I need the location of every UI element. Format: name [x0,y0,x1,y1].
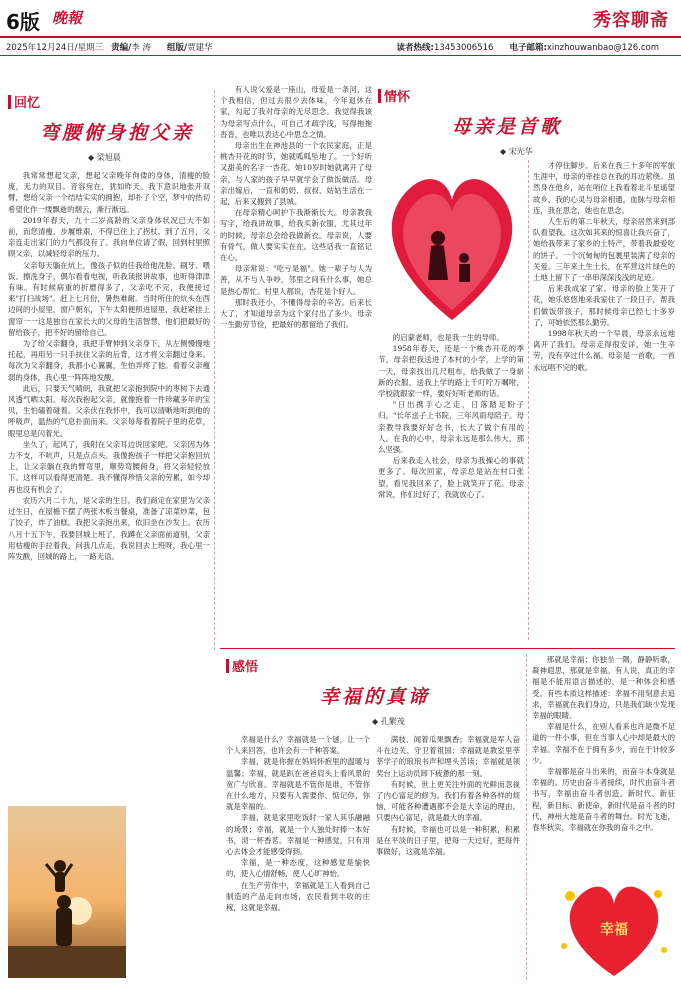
article2-paragraph: 后来我走入社会，母亲为我操心的事就更多了。每次回家，母亲总是站在村口张望，看见我回来了，脸上就笑开了花。母亲常说，你们过好了，我就放心了。 [378,456,524,499]
article1-author: ◆ 梁旭晨 [88,153,121,162]
article2-intro-paragraph: 那时我还小，不懂得母亲的辛苦。后来长大了，才知道母亲为这个家付出了多少。母亲一生勤劳节俭，把最好的都留给了我们。 [220,297,372,330]
article2-title: 母亲是首歌 [452,116,563,138]
tag-bar [8,95,11,109]
article2-author: ◆ 宋光华 [500,147,533,156]
email-address: xinzhouwanbao@126.com [546,42,659,53]
article2-tag-label: 情怀 [384,90,411,105]
article3-paragraph: 那就是幸福；你独坐一隅，静静听歌，凝神遐思，那就是幸福。有人说，真正的幸福是不能用语言描述的，是一种体会和感受。有些本质这样描述：幸福不用刻意去追求，幸福就在我们身边，只是我们缺少发现幸福的眼睛。 [532,655,675,721]
article1-tag [8,92,40,111]
section-title: 秀容聊斋 [593,10,669,31]
article3-column-2 [376,734,520,980]
tag-bar [226,659,229,673]
article3-tag-label: 感悟 [232,660,259,675]
date-line: 2025年12月24日/星期三 [6,42,104,53]
sunset-photo [8,806,126,978]
article2-intro-paragraph: 在母亲精心呵护下我渐渐长大。母亲教我写字，给我讲故事，给我买新衣服，尤其过年的时候，母亲总会给我做新衣。母亲说，人要有骨气，做人要实实在在。这些话我一直铭记在心。 [220,208,372,263]
article1-paragraph: 此后，只要天气晴朗，我就把父亲抱到院中的枣树下去通风透气晒太阳。每次我抱起父亲，就像抱着一件珍藏多年的宝贝，生怕磕着碰着。父亲伏在我怀中，我可以清晰地听到他的呼吸声，温热的气息扑面而来。父亲每每看着院子里的花草，眼里总是闪着光。 [8,383,210,438]
article3-column-1 [226,734,370,980]
hotline-label: 读者热线: [396,42,434,53]
article2-paragraph: 人生后的第二年秋天，母亲居然来到部队看望我。这次如其来的惊喜让我兴奋了，她给我带来了家乡的土特产，带着我最爱吃的饼子。一个沉甸甸的包裹里装满了母亲的关爱。三年来土生土长，在军营这片绿色的土地上留下了一串串深深浅浅的足迹。 [533,217,675,283]
article2-column-2 [533,160,675,644]
happiness-label: 幸福 [600,922,628,938]
article2-intro-paragraph: 母亲出生在神池县的一个农民家庭，正是桃杏开花的时节，她就呱呱坠地了。一个好听又甜美的名字一杏花。她10岁时她就离开了母亲，与人家的孩子早早就学会了做饭做活。母亲出嫁后，一直和奶奶、叔叔、姑姑生活在一起，后来又搬到了县城。 [220,141,372,207]
designer-info [167,41,221,53]
article3-title: 幸福的真谛 [320,686,431,708]
article2-paragraph: 才停住脚步。后来在我三十多年的军旅生涯中，母亲的牵挂总在我的耳边萦绕。虽然身在他乡，站在哨位上我看着北斗星遥望故乡，我的心灵与母亲相通，血脉与母亲相连，我在思念，她也在思念。 [533,161,675,215]
article1-paragraph: 父亲每天躺在炕上，像孩子似的任我给他洗脸、刷牙、喂饭、擦洗身子，偶尔看看电视，听我读报讲故事，也听得津津有味。有时候病重的折磨得多了，父亲吃不完，我便接过来"打扫战场"。赶上七月份，暑热难耐。当时所住的炕头在西边间的小屋里，窗户朝东，下午太阳便照进屋里，我赶紧挂上窗帘一一这是独自在家长大的父母的生活智慧，他们把最好的留给孩子，把不好的留给自己。 [8,260,210,337]
article2-tag [378,86,410,105]
header-info-bar [0,36,681,56]
section-divider [220,648,675,649]
article1-tag-label: 回忆 [14,96,41,111]
article2-paragraph: "日出携手心之走，日落踏足盼子归。"长年送子上书院，三年风雨母陪子。母亲教导我要好好念书，长大了做个有用的人。在我的心中，母亲永远是那么伟大，那么坚强。 [378,400,524,455]
designer-label: 组版/ [166,42,188,53]
article3-paragraph: 有时候，世上更关注外面的光鲜而忽视了内心富足的修为。我们有着各种各样的烦恼，可能各种遭遇都不会是大幸运的理由。只要内心富足，就是最大的幸福。 [376,779,520,823]
email-info [509,41,667,53]
editor-label: 责编/ [111,42,132,53]
article2-intro-paragraph: 母亲常说："吃亏是福"。她一辈子与人为善，从不与人争吵，邻里之间有什么事，她总是热心帮忙。村里人都说，杏花是个好人。 [220,264,372,296]
article1-paragraph: 我常常想起父亲，想起父亲晚年佝偻的身体，清瘦的脸庞，无力的双目。音容宛在，犹如昨天。我下意识地张开双臂，想给父亲一个结结实实的拥抱，却扑了个空，梦中的热切希望化作一缕飘逝的烟云，渐行渐远。 [8,171,210,214]
article3-paragraph: 幸福都是奋斗出来的，而奋斗本身就是幸福的。历史由奋斗者接续，时代由奋斗者书写，幸福由奋斗者创造。新时代、新征程，新目标、新使命，新时代是奋斗者的时代，神州大地是奋斗者的舞台。时光飞逝，春华秋实，幸福就在你我的奋斗之中。 [532,767,675,833]
article1-paragraph: 为了给父亲翻身，我把手臂伸到父亲身下，从左侧慢慢地托起，再用另一只手扶住父亲的后背，这才将父亲翻过身来。每次为父亲翻身，我都小心翼翼，生怕弄疼了他。看着父亲瘦弱的身体，我心里一阵阵地发酸。 [8,339,210,382]
article1-paragraph: 2019年春天，九十二岁高龄的父亲身体状况已大不如前，而您清瘦，步履维艰，不得已住上了拐杖。到了五月，父亲连走出家门的力气都没有了。我向单位请了假，回到村里照顾父亲，以减轻母亲的压力。 [8,215,210,259]
editor-name: 李 涛 [131,42,151,53]
page-number: 6版 [6,10,40,34]
column-divider [528,160,529,640]
article2-intro-paragraph: 有人说父爱是一座山，母爱是一条河，这个我相信，但过去很少去体味。今年退休在家，勾起了我对母亲的无尽思念。我觉得我该为母亲写点什么，可自己才疏学浅，写得拖拖沓沓，也唯以表达心中思念之情。 [220,85,372,139]
article1-title: 弯腰俯身抱父亲 [40,122,195,144]
tag-bar [378,89,381,103]
article3-paragraph: 幸福，就是你握在妈妈怀抱里的温暖与温馨；幸福，就是趴在爸爸肩头上看风景的宽广与欣喜。幸福就是不管你是谁，不管你在什么地方，只要有人需要你、惦记你，你就是幸福的。 [226,757,370,812]
article1-paragraph: 坐久了，起风了，我附在父亲耳边说回家吧。父亲因为体力不支，不吭声，只是点点头。我像抱孩子一样把父亲抱回炕上，让父亲躺在我的臂弯里，顺势弯腰俯身，将父亲轻轻放下。这样可以看得更清楚。我不懂得珍惜父亲的劳累，如今却再也没有机会了。 [8,439,210,494]
mother-heart-illustration [378,160,526,330]
article3-column-3 [532,654,675,872]
happiness-illustration [556,876,672,980]
hotline-info [397,41,502,53]
column-divider [526,654,527,980]
article2-paragraph: 后来我成家了家。母亲的脸上笑开了花，她乐悠悠地来我家住了一段日子，帮我们做饭带孩子，那时候母亲已经七十多岁了，可她依然那么勤劳。 [533,284,675,327]
masthead [0,0,681,36]
article3-author: ◆ 孔繁茂 [372,717,405,726]
article3-paragraph: 幸福，是一种态度，这种感觉是愉快的，使人心情舒畅，使人心旷神怡。 [226,858,370,879]
designer-name: 贾建华 [187,42,213,53]
article1-paragraph: 农历六月二十九，是父亲的生日。我们商定在家里为父亲过生日，在屋檐下摆了两张木板当餐桌，准备了凉菜炒菜，包了饺子，炸了油糕。我把父亲抱出来，依旧坐在沙发上。农历八月十五下午，我要回城上班了，我蹲在父亲面前道别，父亲用枯瘦的手拉着我，问我几点走，我说回去上班呀，我心里一阵发酸，回城的路上，一路无语。 [8,495,210,561]
article1-column-2 [220,84,372,640]
editor-info [111,41,159,53]
article3-paragraph: 幸福，就是家里吃饭时一家人其乐融融的场景；幸福，就是一个人独处时捧一本好书，沏一杯香茗。幸福是一种感觉，只有用心去体会才能感受得到。 [226,813,370,857]
article3-paragraph: 幸福是什么？幸福就是一个谜，让一个个人来回答，也许会有一千种答案。 [226,735,370,756]
article2-paragraph: 1958年春天，还是一个桃杏开花的季节，母亲把我送进了本村的小学，上学的第一天，母亲找出几尺粗布，给我做了一身崭新的衣服，送我上学的路上千叮咛万嘱咐，学校就跟家一样，要好好听老师的话。 [378,344,524,399]
article2-column-1 [378,332,524,644]
article3-tag [226,656,258,675]
email-label: 电子邮箱: [509,42,547,53]
paper-logo: 晚報 [52,9,83,27]
article2-paragraph: 1998年秋天的一个早晨，母亲永远地离开了我们。母亲走得很安详，她一生辛劳，没有享过什么福。母亲是一首歌，一首永远唱不完的歌。 [533,329,675,372]
column-divider [214,90,215,650]
article1-column-1 [8,170,210,800]
article3-paragraph: 幸福是什么，在别人看来也许是微不足道的一件小事，但在当事人心中却是最大的幸福。幸福不在于拥有多少，而在于计较多少。 [532,722,675,765]
hotline-number: 13453006516 [433,42,494,53]
article3-paragraph: 满枝、闻着瓜果飘香；幸福就是军人奋斗在边关、守卫着祖国；幸福就是教室里莘莘学子的琅琅书声和埋头苦读；幸福就是领奖台上运动员卸下疲惫的那一刻。 [376,735,520,778]
article3-paragraph: 在生产劳作中，幸福就是工人看到自己制造的产品走向市场，农民看到丰收的庄稼，这就是幸福。 [226,880,370,913]
article2-paragraph: 的启蒙老师，也是我一生的导师。 [392,333,504,342]
article3-paragraph: 有时候，幸福也可以是一种积累，积累是在平淡的日子里，把每一天过好，把每件事做好，这就是幸福。 [376,824,520,857]
